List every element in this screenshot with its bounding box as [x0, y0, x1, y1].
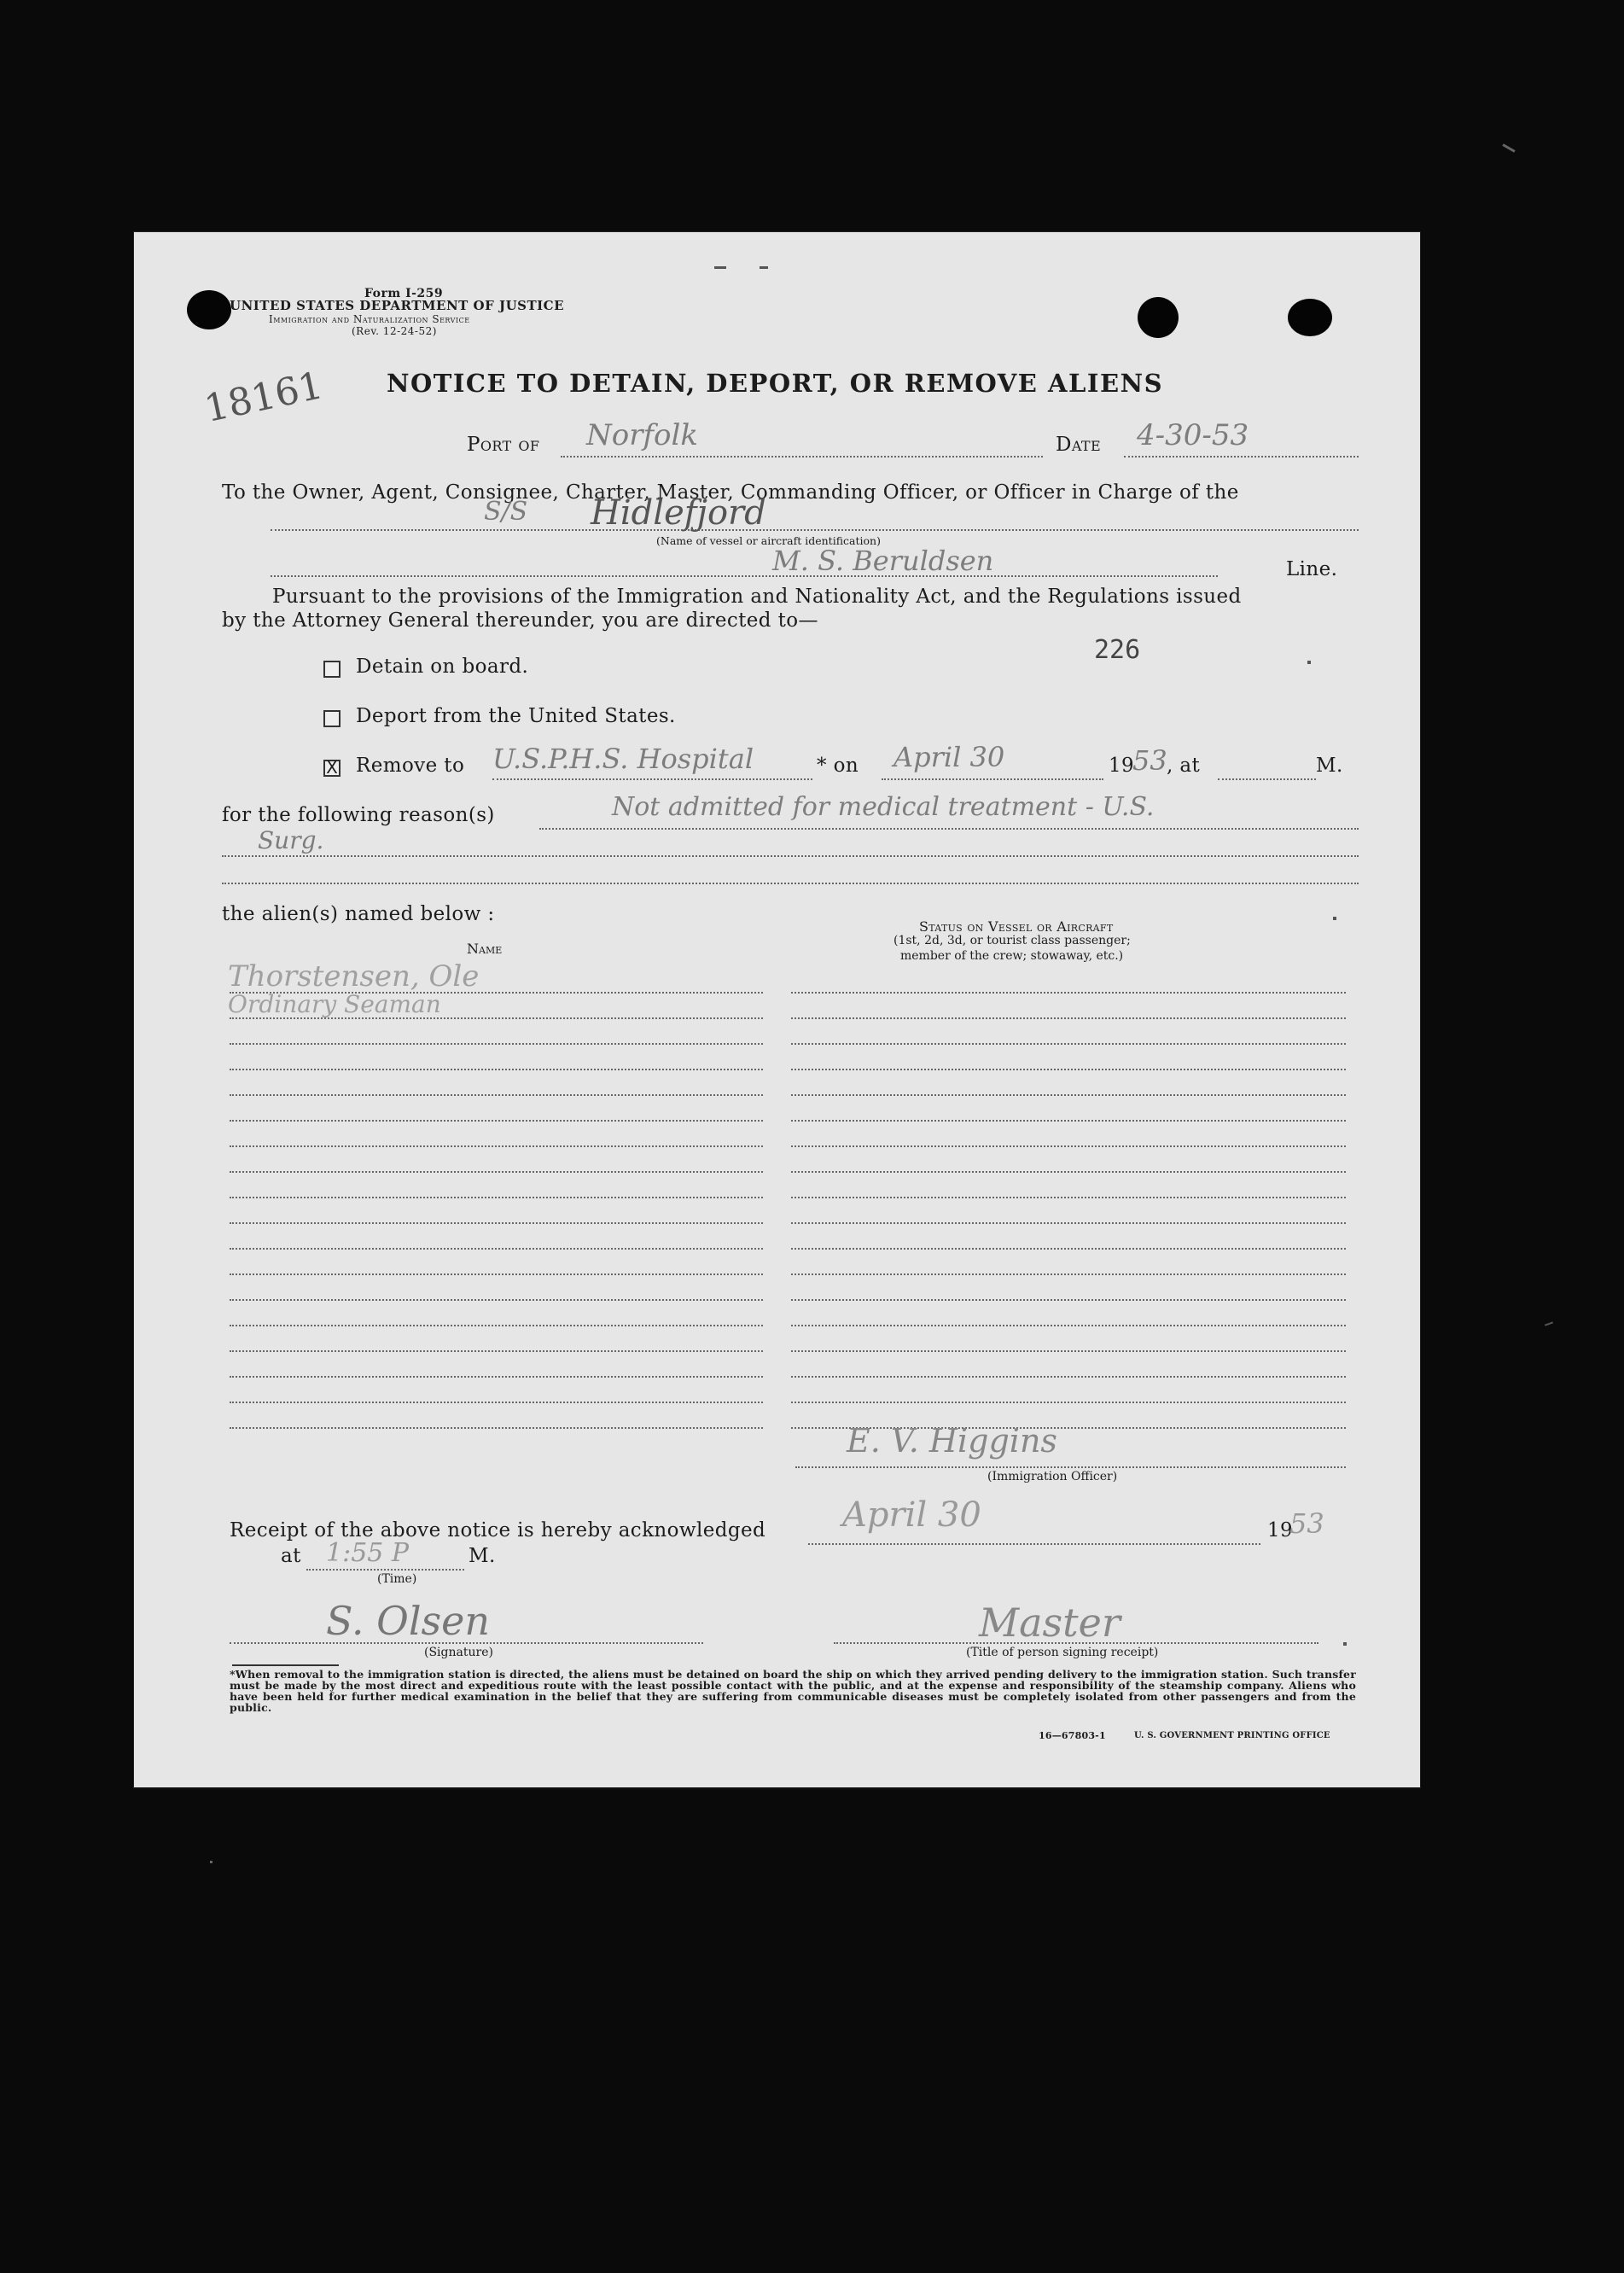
line-underline [271, 575, 1218, 577]
name-row-line [230, 1120, 763, 1122]
name-row-line [230, 1094, 763, 1096]
reason-value[interactable]: Not admitted for medical treatment - U.S. [612, 792, 1155, 822]
vessel-name[interactable]: Hidlefjord [591, 493, 766, 533]
alien-name-2[interactable]: Ordinary Seaman [228, 990, 441, 1018]
vessel-underline [271, 529, 1359, 531]
deport-label: Deport from the United States. [356, 705, 676, 727]
scan-mark [1502, 143, 1515, 153]
status-row-line [791, 1043, 1346, 1045]
speck [1307, 661, 1311, 664]
scan-mark [210, 1861, 212, 1863]
status-row-line [791, 1273, 1346, 1275]
status-column-header: Status on Vessel or Aircraft [919, 918, 1114, 935]
pursuant-text-1: Pursuant to the provisions of the Immigration and Nationality Act, and the Regulations issued [272, 586, 1242, 608]
addressee-line: To the Owner, Agent, Consignee, Charter, Master, Commanding Officer, or Officer in Charge of the [222, 481, 1239, 504]
date-label: Date [1056, 434, 1102, 456]
form-sheet [134, 232, 1420, 1787]
reason-underline-2 [222, 855, 1359, 857]
status-row-line [791, 1376, 1346, 1378]
name-row-line [230, 1069, 763, 1070]
status-row-line [791, 1299, 1346, 1301]
reason-continuation: Surg. [258, 826, 324, 854]
form-revision: (Rev. 12-24-52) [352, 325, 437, 337]
status-row-line [791, 1171, 1346, 1173]
on-value[interactable]: April 30 [893, 741, 1005, 773]
print-code: 16—67803-1 [1039, 1730, 1106, 1741]
signature-underline [230, 1642, 703, 1644]
name-row-line [230, 1402, 763, 1403]
receipt-m-label: M. [469, 1545, 496, 1567]
port-underline [561, 456, 1043, 458]
title-underline [834, 1642, 1318, 1644]
reason-underline-3 [222, 883, 1359, 884]
punch-hole-right-2 [1288, 299, 1332, 336]
on-underline [882, 778, 1103, 780]
signature-caption: (Signature) [424, 1646, 493, 1659]
name-row-line [230, 1299, 763, 1301]
reason-label: for the following reason(s) [222, 804, 495, 826]
stamped-number: 226 [1094, 635, 1141, 665]
name-row-line [230, 1222, 763, 1224]
name-column-header: Name [467, 941, 503, 957]
status-row-line [791, 1402, 1346, 1403]
detain-label: Detain on board. [356, 656, 529, 678]
status-row-line [791, 992, 1346, 994]
receipt-title[interactable]: Master [979, 1600, 1121, 1646]
status-row-line [791, 1094, 1346, 1096]
receipt-time-underline [306, 1569, 464, 1571]
date-underline [1124, 456, 1359, 458]
aliens-label: the alien(s) named below : [222, 903, 495, 925]
speck [1333, 917, 1336, 920]
punch-hole-left [187, 290, 231, 329]
year-value[interactable]: 53 [1132, 744, 1167, 777]
m-label: M. [1316, 755, 1343, 777]
status-row-line [791, 1069, 1346, 1070]
officer-caption: (Immigration Officer) [987, 1470, 1118, 1483]
form-number: Form I-259 [364, 287, 444, 300]
name-row-line [230, 1171, 763, 1173]
on-label: * on [817, 755, 859, 777]
remove-label: Remove to [356, 755, 465, 777]
status-row-line [791, 1197, 1346, 1198]
receipt-date[interactable]: April 30 [842, 1495, 981, 1535]
status-subheader-2: member of the crew; stowaway, etc.) [900, 949, 1124, 963]
receipt-date-underline [808, 1543, 1260, 1545]
dash-mark [760, 266, 768, 269]
name-row-line [230, 1427, 763, 1429]
year-prefix: 19 [1109, 755, 1135, 777]
name-row-line [230, 1145, 763, 1147]
dash-mark [714, 266, 726, 269]
name-row-line [230, 1017, 763, 1019]
file-number-stamp: 18161 [201, 364, 327, 431]
punch-hole-right-1 [1138, 297, 1179, 338]
name-row-line [230, 1376, 763, 1378]
scan-mark [1545, 1321, 1553, 1326]
at-label: , at [1167, 755, 1201, 777]
alien-name-1[interactable]: Thorstensen, Ole [228, 959, 480, 994]
name-row-line [230, 1043, 763, 1045]
name-row-line [230, 1248, 763, 1250]
officer-underline [795, 1466, 1346, 1468]
title-caption: (Title of person signing receipt) [966, 1646, 1159, 1659]
status-row-line [791, 1248, 1346, 1250]
remove-to-value[interactable]: U.S.P.H.S. Hospital [492, 743, 754, 775]
name-row-line [230, 1197, 763, 1198]
at-underline [1218, 778, 1316, 780]
status-subheader-1: (1st, 2d, 3d, or tourist class passenger; [893, 934, 1131, 947]
agency-name: UNITED STATES DEPARTMENT OF JUSTICE [230, 298, 565, 313]
receipt-signature[interactable]: S. Olsen [326, 1598, 490, 1644]
status-row-line [791, 1350, 1346, 1352]
agency-service: Immigration and Naturalization Service [269, 313, 470, 325]
officer-signature[interactable]: E. V. Higgins [847, 1422, 1057, 1460]
speck [1343, 1642, 1347, 1646]
name-row-line [230, 1325, 763, 1326]
printer-name: U. S. GOVERNMENT PRINTING OFFICE [1134, 1731, 1330, 1740]
port-label: Port of [467, 434, 540, 456]
footnote-rule [232, 1664, 339, 1666]
name-row-line [230, 1350, 763, 1352]
line-value[interactable]: M. S. Beruldsen [772, 545, 994, 577]
receipt-year-prefix: 19 [1267, 1519, 1294, 1542]
vessel-prefix: S/S [484, 497, 528, 527]
time-caption: (Time) [377, 1572, 417, 1586]
status-row-line [791, 1222, 1346, 1224]
line-label: Line. [1286, 558, 1338, 580]
name-row-line [230, 992, 763, 994]
remove-checkbox[interactable]: X [323, 760, 341, 777]
reason-underline-1 [539, 828, 1359, 830]
receipt-year[interactable]: 53 [1289, 1507, 1324, 1540]
remove-to-underline [492, 778, 812, 780]
receipt-text: Receipt of the above notice is hereby acknowledged [230, 1519, 766, 1542]
detain-checkbox[interactable] [323, 661, 341, 678]
vessel-caption: (Name of vessel or aircraft identification) [656, 534, 881, 547]
port-value[interactable]: Norfolk [586, 418, 699, 452]
status-row-line [791, 1325, 1346, 1326]
name-row-line [230, 1273, 763, 1275]
date-value[interactable]: 4-30-53 [1137, 418, 1249, 452]
status-row-line [791, 1017, 1346, 1019]
form-title: NOTICE TO DETAIN, DEPORT, OR REMOVE ALIENS [387, 369, 1164, 398]
status-row-line [791, 1145, 1346, 1147]
footnote: *When removal to the immigration station is directed, the aliens must be detained on board the ship on which they arrived pending delivery to the immigration station. Such transfer must be made by the most direct and expeditious route with the least possible contact with the public, and at the expense and responsibility of the steamship company. Aliens who have been held for further medical examination in the belief that they are suffering from communicable diseases must be completely isolated from other passengers and from the public. [230, 1668, 1356, 1714]
deport-checkbox[interactable] [323, 710, 341, 727]
receipt-time[interactable]: 1:55 P [326, 1538, 410, 1568]
pursuant-text-2: by the Attorney General thereunder, you are directed to— [222, 609, 818, 632]
receipt-at-label: at [281, 1545, 301, 1567]
status-row-line [791, 1120, 1346, 1122]
